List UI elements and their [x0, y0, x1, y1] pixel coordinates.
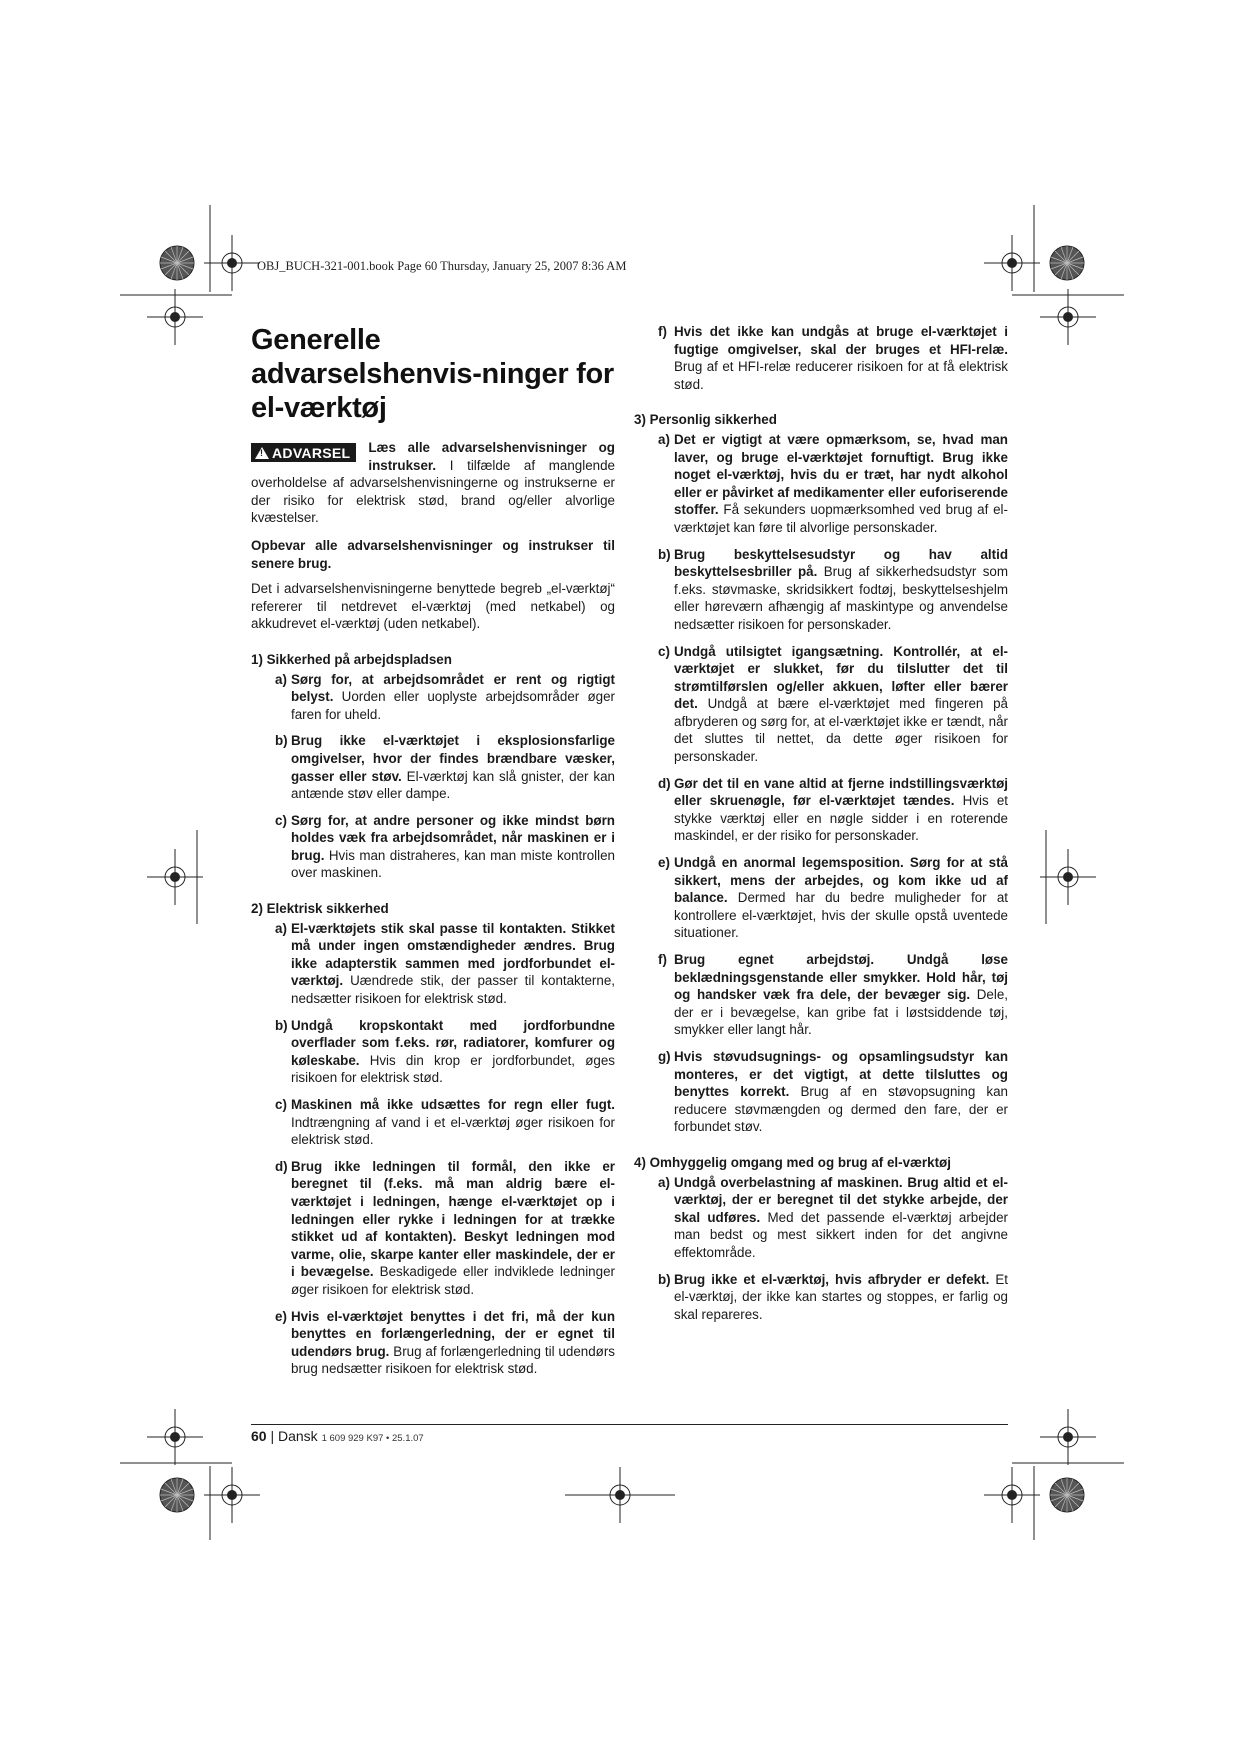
- crosshair-mark: [147, 1409, 203, 1465]
- item-bold-text: Undgå en anormal legemsposition. Sørg for at stå sikkert, mens der arbejdes, og kom ikke ud af balance.: [674, 855, 1008, 906]
- item-label: e): [658, 855, 670, 871]
- item-text: Indtrængning af vand i et el-værktøj øger risikoen for elektrisk stød.: [291, 1114, 615, 1148]
- item-label: f): [658, 952, 667, 967]
- item-label: a): [658, 1174, 670, 1190]
- item-bold-text: Sørg for, at andre personer og ikke mindst børn holdes væk fra arbejdsområdet, når maskinen er i brug.: [291, 812, 615, 863]
- list-item: [251, 671, 615, 724]
- item-label: a): [658, 431, 670, 447]
- crosshair-mark: [1040, 849, 1096, 905]
- crosshair-mark: [1040, 289, 1096, 345]
- crosshair-mark: [1040, 1409, 1096, 1465]
- item-bold-text: Undgå utilsigtet igangsætning. Kontrollér, at el-værktøjet er slukket, før du tilslutter det til strømtilførslen og/eller akkuen, løfter eller bærer det.: [674, 643, 1008, 712]
- crosshair-mark: [147, 289, 203, 345]
- page-number: 60: [251, 1428, 267, 1444]
- list-item: [634, 546, 1008, 634]
- section-heading: 3) Personlig sikkerhed: [634, 412, 777, 428]
- item-bold-text: Brug ikke ledningen til formål, den ikke er beregnet til (f.eks. må man aldrig bære el-værktøjet i ledningen, hænge el-værktøjet op i ledningen eller rykke i ledningen for at trække stikket ud af kontakten). Beskyt ledningen mod varme, olie, skarpe kanter eller maskindele, der er i bevægelse.: [291, 1158, 615, 1280]
- item-text: Hvis man distraheres, kan man miste kontrollen over maskinen.: [291, 847, 615, 881]
- item-label: b): [275, 1017, 288, 1033]
- crosshair-mark: [204, 235, 260, 291]
- item-bold-text: Sørg for, at arbejdsområdet er rent og rigtigt belyst.: [291, 671, 615, 705]
- item-text: Brug af forlængerledning til udendørs brug nedsætter risikoen for elektrisk stød.: [291, 1343, 615, 1377]
- list-item: [251, 1096, 615, 1149]
- item-bold-text: Maskinen må ikke udsættes for regn eller fugt.: [291, 1097, 615, 1112]
- item-bold-text: Gør det til en vane altid at fjerne indstillingsværktøj eller skruenøgle, før el-værktøjet tændes.: [674, 775, 1008, 809]
- item-text: Dermed har du bedre muligheder for at kontrollere el-værktøjet, hvis der skulle opstå uventede situationer.: [674, 890, 1008, 941]
- color-wheel-mark: [1050, 1478, 1084, 1512]
- warning-triangle-icon: [255, 447, 269, 459]
- item-bold-text: Undgå kropskontakt med jordforbundne overflader som f.eks. rør, radiatorer, komfurer og køleskabe.: [291, 1017, 615, 1068]
- list-item: [634, 643, 1008, 766]
- item-label: c): [275, 812, 287, 828]
- section-heading: 4) Omhyggelig omgang med og brug af el-værktøj: [634, 1154, 951, 1170]
- footer-language: Dansk: [278, 1428, 318, 1444]
- page-footer: [251, 1424, 1008, 1444]
- warning-badge: [251, 443, 356, 462]
- item-label: b): [658, 1271, 671, 1287]
- color-wheel-mark: [160, 1478, 194, 1512]
- item-text: Få sekunders uopmærksomhed ved brug af el-værktøjet kan føre til alvorlige personskader.: [674, 502, 1008, 535]
- list-item: [251, 1308, 615, 1378]
- item-text: Uændrede stik, der passer til kontakterne, nedsætter risikoen for elektrisk stød.: [291, 973, 615, 1007]
- item-text: Undgå at bære el-værktøjet med fingeren på afbryderen og sørg for, at el-værktøjet ikke er tændt, når det sluttes til nettet, da dette øger risikoen for personskader.: [674, 696, 1008, 765]
- right-column: [634, 323, 1008, 1332]
- item-text: Uorden eller uoplyste arbejdsområder øger faren for uheld.: [291, 689, 615, 722]
- item-bold-text: Brug ikke el-værktøjet i eksplosionsfarlige omgivelser, hvor der findes brændbare væsker, gasser eller støv.: [291, 733, 615, 784]
- item-bold-text: Hvis støvudsugnings- og opsamlingsudstyr kan monteres, er det vigtigt, at dette tilsluttes og benyttes korrekt.: [674, 1048, 1008, 1100]
- item-label: f): [658, 324, 667, 339]
- list-item: [251, 732, 615, 802]
- item-label: a): [275, 920, 287, 936]
- list-item: [634, 1174, 1008, 1262]
- item-label: b): [658, 546, 671, 562]
- item-text: Hvis et stykke værktøj eller en nøgle sidder i en roterende maskindel, er der risiko for personskader.: [674, 793, 1008, 844]
- item-bold-text: Brug egnet arbejdstøj. Undgå løse beklædningsgenstande eller smykker. Hold hår, tøj og handsker væk fra dele, der bevæger sig.: [674, 952, 1008, 1003]
- warning-intro: [251, 439, 615, 527]
- item-text: El-værktøj kan slå gnister, der kan antænde støv eller dampe.: [291, 768, 615, 802]
- crosshair-mark: [984, 1467, 1040, 1523]
- footer-separator: |: [266, 1428, 278, 1444]
- item-label: c): [658, 643, 670, 659]
- list-item: [251, 1158, 615, 1299]
- item-text: Beskadigede eller indviklede ledninger øger risikoen for elektrisk stød.: [291, 1264, 615, 1297]
- footer-doc-code: 1 609 929 K97 • 25.1.07: [321, 1433, 424, 1444]
- item-bold-text: Undgå overbelastning af maskinen. Brug altid et el-værktøj, der er beregnet til det stykke arbejde, der skal udføres.: [674, 1174, 1008, 1225]
- list-item: [634, 431, 1008, 537]
- item-label: e): [275, 1308, 287, 1324]
- item-text: Brug af sikkerhedsudstyr som f.eks. støvmaske, skridsikkert fodtøj, beskyttelseshjelm eller høreværn afhængig af maskintype og anvendelse nedsætter risikoen for personskader.: [674, 564, 1008, 632]
- item-label: b): [275, 733, 288, 749]
- print-header: OBJ_BUCH-321-001.book Page 60 Thursday, January 25, 2007 8:36 AM: [257, 259, 627, 273]
- list-item: [634, 1271, 1008, 1324]
- warning-intro-bold: Læs alle advarselshenvisninger og instrukser.: [368, 440, 615, 473]
- definition-paragraph: Det i advarselshenvisningerne benyttede begreb „el-værktøj“ refererer til netdrevet el-værktøj (med netkabel) og akkudrevet el-værktøj (uden netkabel).: [251, 581, 615, 632]
- list-item: [634, 323, 1008, 393]
- item-text: Dele, der er i bevægelse, kan gribe fat i løstsiddende tøj, smykker eller langt hår.: [674, 987, 1008, 1038]
- warning-badge-label: ADVARSEL: [272, 445, 351, 461]
- item-label: d): [275, 1158, 288, 1174]
- page-title: Generelle advarselshenvis-ninger for el-værktøj: [251, 324, 614, 424]
- list-item: [634, 951, 1008, 1039]
- left-column: [251, 323, 615, 1387]
- item-text: Et el-værktøj, der ikke kan startes og stoppes, er farlig og skal repareres.: [674, 1271, 1008, 1322]
- item-label: c): [275, 1097, 287, 1112]
- crosshair-mark: [147, 849, 203, 905]
- item-label: a): [275, 671, 287, 687]
- item-text: Hvis din krop er jordforbundet, øges risikoen for elektrisk stød.: [291, 1052, 615, 1086]
- list-item: [251, 1017, 615, 1087]
- list-item: [634, 854, 1008, 942]
- list-item: [251, 812, 615, 882]
- item-text: Brug af et HFI-relæ reducerer risikoen for at få elektrisk stød.: [674, 359, 1008, 392]
- item-bold-text: El-værktøjets stik skal passe til kontakten. Stikket må under ingen omstændigheder ændres. Brug ikke adapterstik sammen med jordforbundet el-værktøj.: [291, 920, 615, 989]
- item-label: d): [658, 775, 671, 791]
- item-bold-text: Det er vigtigt at være opmærksom, se, hvad man laver, og bruge el-værktøjet fornuftigt. Brug ikke noget el-værktøj, hvis du er træt, har nydt alkohol eller er påvirket af medikamenter eller euforiserende stoffer.: [674, 431, 1008, 518]
- color-wheel-mark: [1050, 246, 1084, 280]
- list-item: [634, 775, 1008, 845]
- keep-instructions-note: Opbevar alle advarselshenvisninger og instrukser til senere brug.: [251, 537, 615, 571]
- color-wheel-mark: [160, 246, 194, 280]
- item-bold-text: Brug ikke et el-værktøj, hvis afbryder er defekt.: [674, 1271, 990, 1287]
- warning-intro-text: I tilfælde af manglende overholdelse af advarselshenvisningerne og instrukserne er der risiko for elektrisk stød, brand og/eller alvorlige kvæstelser.: [251, 457, 615, 526]
- section-heading: 2) Elektrisk sikkerhed: [251, 901, 389, 917]
- item-bold-text: Hvis el-værktøjet benyttes i det fri, må der kun benyttes en forlængerledning, der er egnet til udendørs brug.: [291, 1308, 615, 1359]
- item-text: Med det passende el-værktøj arbejder man bedst og mest sikkert inden for det angivne effektområde.: [674, 1209, 1009, 1260]
- item-text: Brug af en støvopsugning kan reducere støvmængden og dermed den fare, der er forbundet støv.: [674, 1084, 1008, 1135]
- item-label: g): [658, 1048, 671, 1064]
- crosshair-mark: [204, 1467, 260, 1523]
- item-bold-text: Hvis det ikke kan undgås at bruge el-værktøjet i fugtige omgivelser, skal der bruges et HFI-relæ.: [674, 324, 1008, 357]
- item-bold-text: Brug beskyttelsesudstyr og hav altid beskyttelsesbriller på.: [674, 546, 1008, 580]
- list-item: [251, 920, 615, 1008]
- list-item: [634, 1048, 1008, 1136]
- section-heading: 1) Sikkerhed på arbejdspladsen: [251, 651, 452, 667]
- crosshair-mark: [984, 235, 1040, 291]
